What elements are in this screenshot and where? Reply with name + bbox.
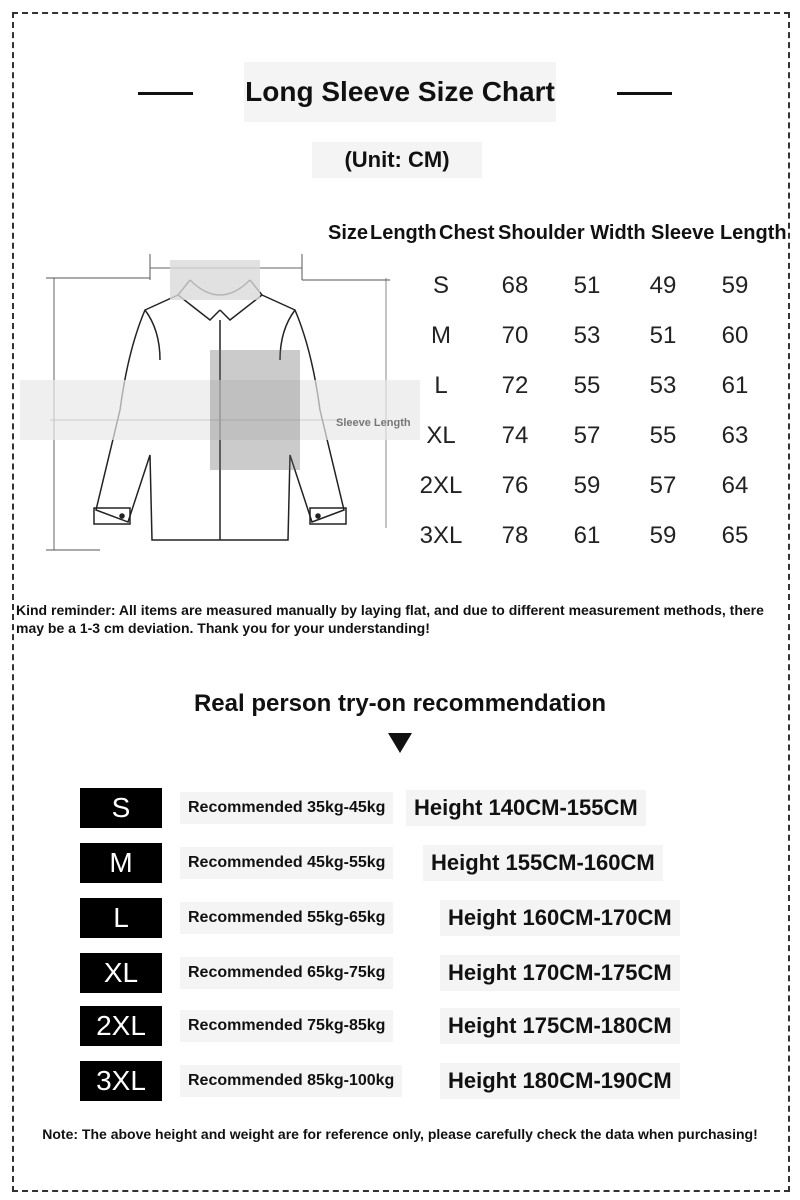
cell-length: 74 xyxy=(501,422,529,449)
cell-length: 72 xyxy=(501,372,529,399)
table-row xyxy=(328,422,788,454)
recommendation-row xyxy=(0,788,800,828)
cell-shoulder: 59 xyxy=(649,522,677,549)
sleeve-length-diagram-label: Sleeve Length xyxy=(336,417,411,429)
header-chest: Chest xyxy=(439,222,495,244)
cell-shoulder: 53 xyxy=(649,372,677,399)
table-row xyxy=(328,472,788,504)
weight-recommendation: Recommended 65kg-75kg xyxy=(180,957,393,989)
cell-size: 2XL xyxy=(419,472,463,499)
cell-sleeve: 60 xyxy=(721,322,749,349)
header-length: Length xyxy=(370,222,437,244)
table-row xyxy=(328,372,788,404)
weight-recommendation: Recommended 45kg-55kg xyxy=(180,847,393,879)
cell-sleeve: 64 xyxy=(721,472,749,499)
cell-size: XL xyxy=(426,422,456,449)
height-recommendation: Height 155CM-160CM xyxy=(423,845,663,881)
cell-chest: 55 xyxy=(573,372,601,399)
cell-chest: 57 xyxy=(573,422,601,449)
size-table-header xyxy=(328,222,788,250)
cell-sleeve: 63 xyxy=(721,422,749,449)
cell-shoulder: 55 xyxy=(649,422,677,449)
weight-recommendation: Recommended 35kg-45kg xyxy=(180,792,393,824)
title-decor-line-right xyxy=(617,92,672,95)
height-recommendation: Height 175CM-180CM xyxy=(440,1008,680,1044)
cell-chest: 53 xyxy=(573,322,601,349)
size-badge: 3XL xyxy=(80,1061,162,1101)
reference-note: Note: The above height and weight are for reference only, please carefully check the data when purchasing! xyxy=(42,1126,758,1142)
cell-size: M xyxy=(431,322,451,349)
header-sleeve-length: Sleeve Length xyxy=(651,222,787,244)
cell-sleeve: 61 xyxy=(721,372,749,399)
table-row xyxy=(328,322,788,354)
table-row xyxy=(328,272,788,304)
cell-sleeve: 59 xyxy=(721,272,749,299)
table-row xyxy=(328,522,788,554)
down-arrow-icon xyxy=(388,733,412,753)
cell-length: 76 xyxy=(501,472,529,499)
title-row xyxy=(0,62,800,122)
cell-shoulder: 51 xyxy=(649,322,677,349)
recommendation-row xyxy=(0,953,800,993)
recommendation-row xyxy=(0,843,800,883)
cell-shoulder: 57 xyxy=(649,472,677,499)
unit-label: (Unit: CM) xyxy=(312,142,482,178)
measurement-reminder: Kind reminder: All items are measured manually by laying flat, and due to different measurement methods, there may be a 1-3 cm deviation. Thank you for your understanding! xyxy=(16,602,764,636)
cell-sleeve: 65 xyxy=(721,522,749,549)
height-recommendation: Height 170CM-175CM xyxy=(440,955,680,991)
size-badge: 2XL xyxy=(80,1006,162,1046)
size-badge: XL xyxy=(80,953,162,993)
cell-chest: 59 xyxy=(573,472,601,499)
header-shoulder-width: Shoulder Width xyxy=(498,222,646,244)
page-title: Long Sleeve Size Chart xyxy=(244,62,556,122)
cell-shoulder: 49 xyxy=(649,272,677,299)
height-recommendation: Height 140CM-155CM xyxy=(406,790,646,826)
header-size: Size xyxy=(328,222,369,244)
weight-recommendation: Recommended 55kg-65kg xyxy=(180,902,393,934)
cell-size: S xyxy=(432,272,449,299)
cell-length: 68 xyxy=(501,272,529,299)
cell-size: 3XL xyxy=(419,522,463,549)
cell-size: L xyxy=(434,372,448,399)
cell-length: 70 xyxy=(501,322,529,349)
weight-recommendation: Recommended 75kg-85kg xyxy=(180,1010,393,1042)
recommendation-row xyxy=(0,1061,800,1101)
recommendation-row xyxy=(0,898,800,938)
weight-recommendation: Recommended 85kg-100kg xyxy=(180,1065,402,1097)
recommendation-title: Real person try-on recommendation xyxy=(193,690,607,717)
cell-length: 78 xyxy=(501,522,529,549)
height-recommendation: Height 180CM-190CM xyxy=(440,1063,680,1099)
title-decor-line-left xyxy=(138,92,193,95)
size-badge: S xyxy=(80,788,162,828)
size-badge: M xyxy=(80,843,162,883)
cell-chest: 61 xyxy=(573,522,601,549)
size-badge: L xyxy=(80,898,162,938)
height-recommendation: Height 160CM-170CM xyxy=(440,900,680,936)
recommendation-row xyxy=(0,1006,800,1046)
cell-chest: 51 xyxy=(573,272,601,299)
